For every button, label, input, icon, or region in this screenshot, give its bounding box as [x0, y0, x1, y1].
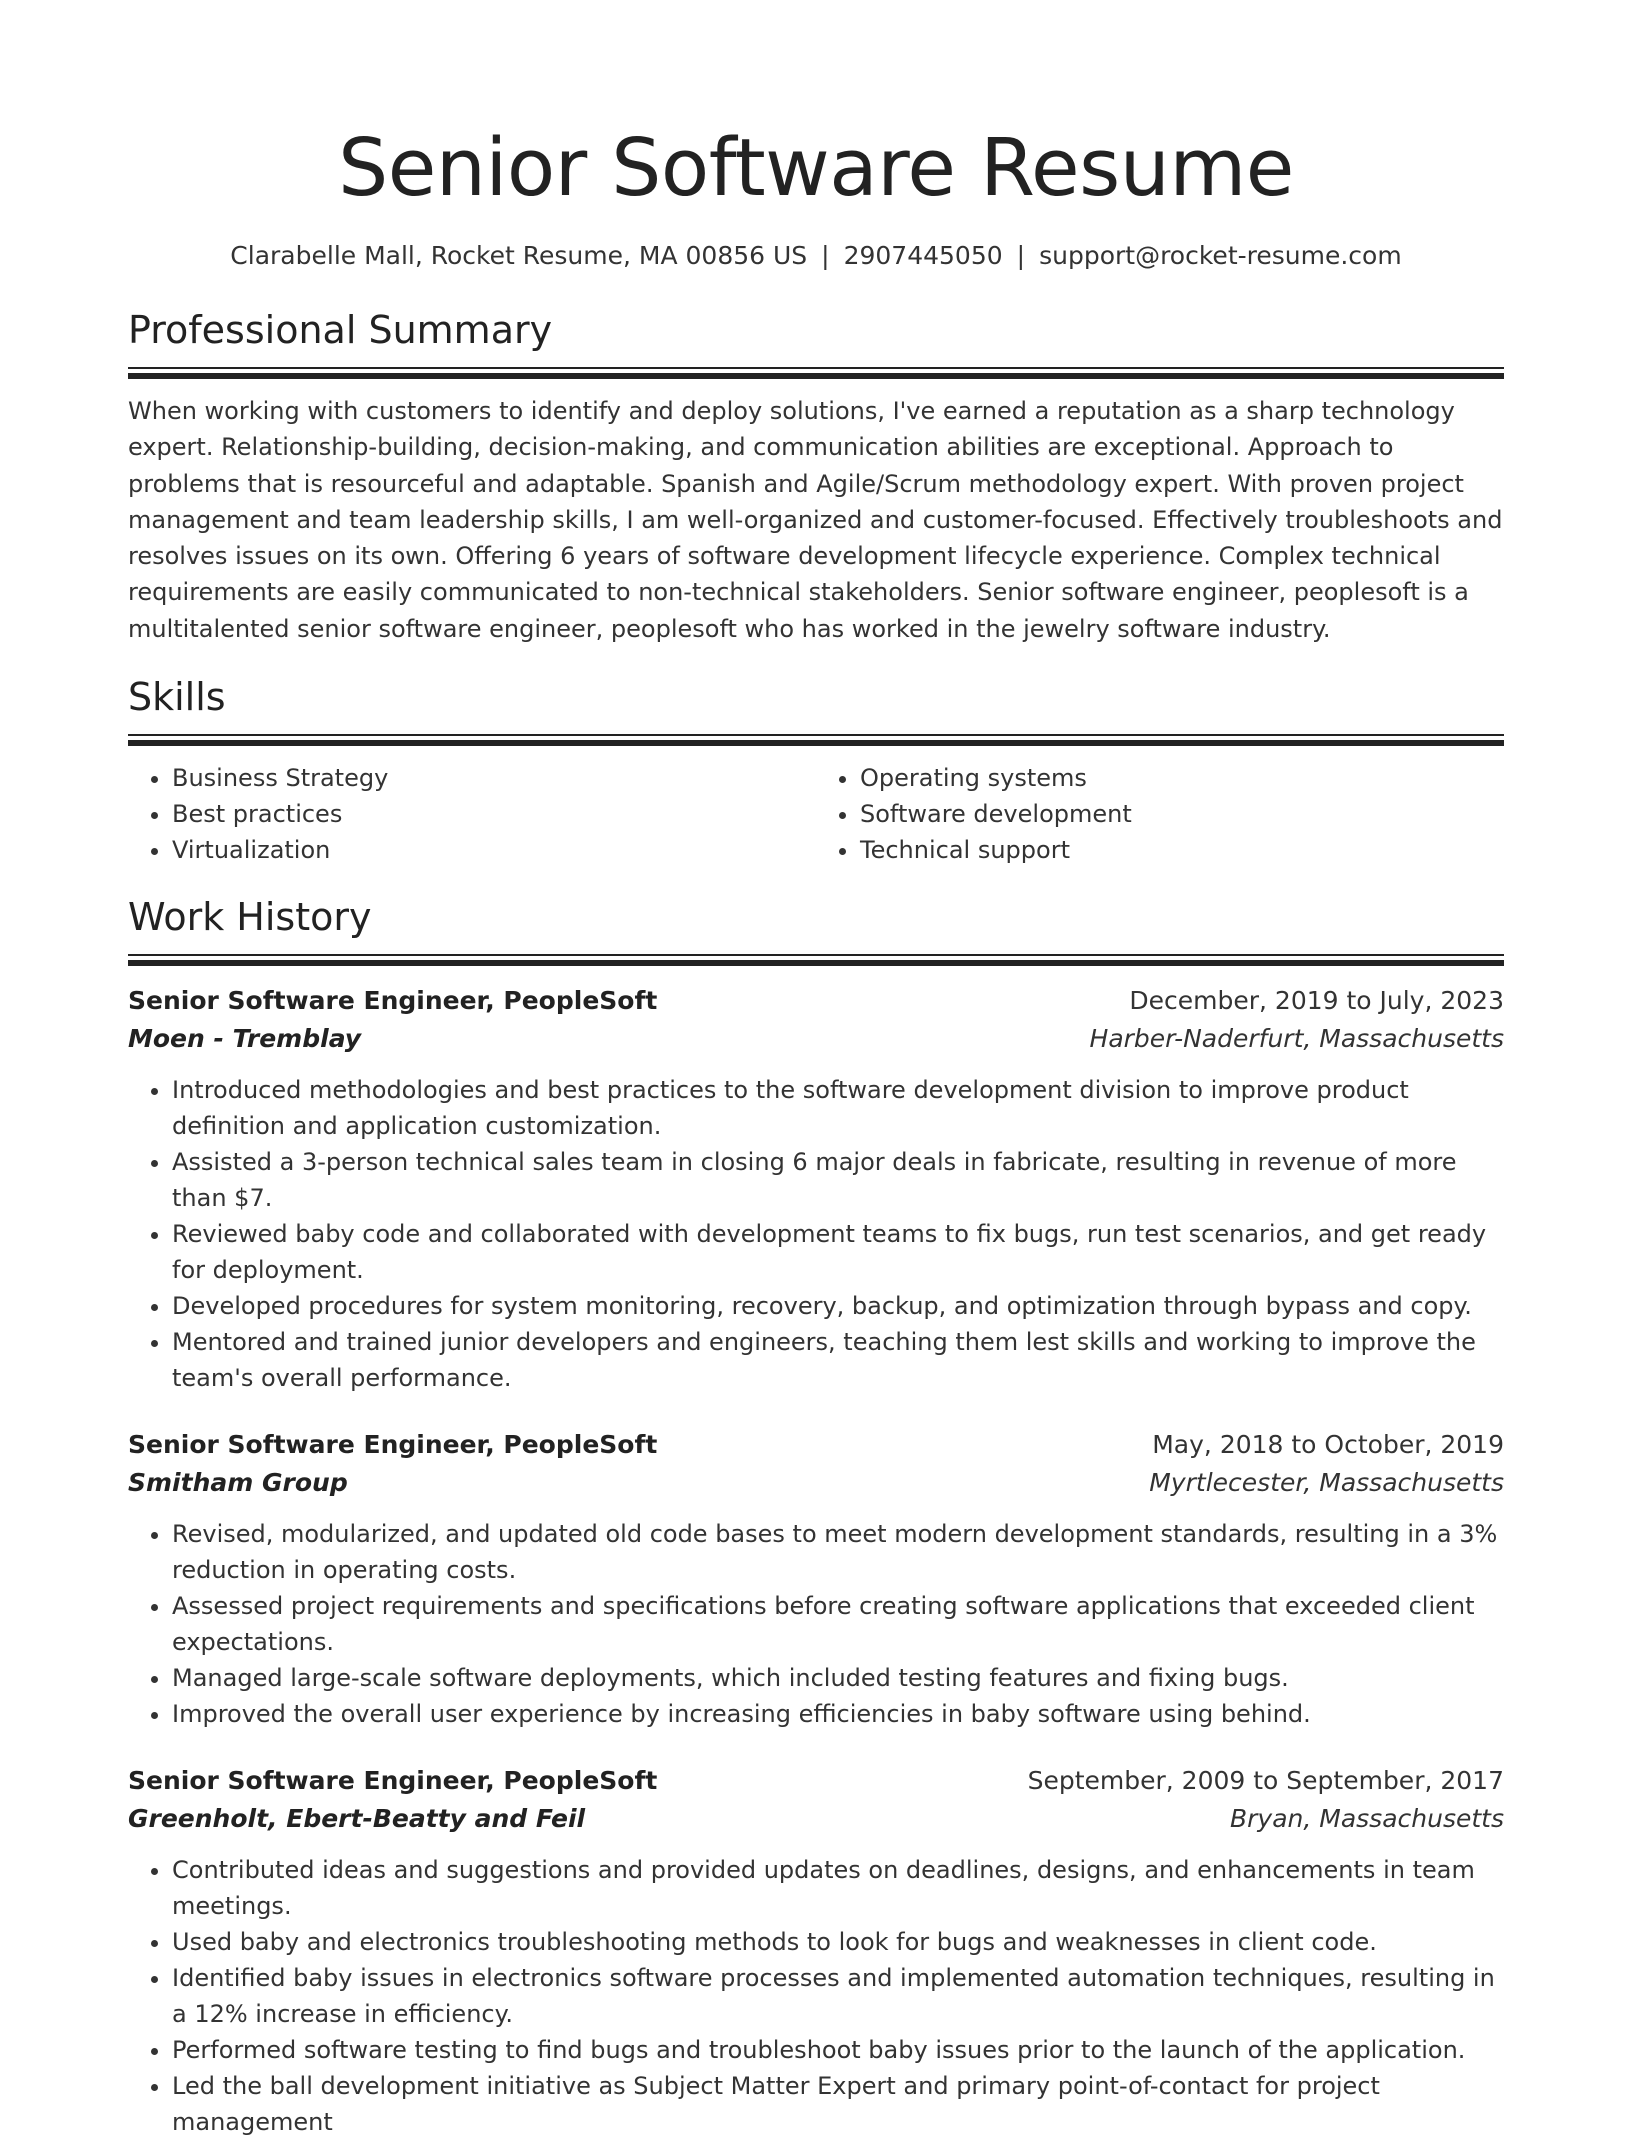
job-bullet: • Revised, modularized, and updated old code bases to meet modern development standards, resulting in a 3% reduction in operating costs.: [172, 1516, 1504, 1588]
job-entry: [128, 1762, 1504, 2140]
job-title: Senior Software Engineer, PeopleSoft: [128, 1430, 658, 1460]
job-bullet: • Improved the overall user experience by increasing efficiencies in baby software using behind.: [172, 1696, 1504, 1732]
job-bullet: • Managed large-scale software deployments, which included testing features and fixing bugs.: [172, 1660, 1504, 1696]
job-subheader: [128, 1020, 1504, 1058]
section-divider: [128, 367, 1504, 369]
job-location: Myrtlecester, Massachusetts: [1149, 1468, 1504, 1498]
contact-phone: 2907445050: [843, 241, 1003, 270]
contact-address: Clarabelle Mall, Rocket Resume, MA 00856 US: [230, 241, 808, 270]
summary-text: When working with customers to identify and deploy solutions, I've earned a reputation as a sharp technology expert. Relationship-building, decision-making, and communication abilities are exceptional. Approach to problems that is resourceful and adaptable. Spanish and Agile/Scrum methodology expert. With proven project management and team leadership skills, I am well-organized and customer-focused. Effectively troubleshoots and resolves issues on its own. Offering 6 years of software development lifecycle experience. Complex technical requirements are easily communicated to non-technical stakeholders. Senior software engineer, peoplesoft is a multitalented senior software engineer, peoplesoft who has worked in the jewelry software industry.: [128, 397, 1503, 643]
job-header: [128, 1762, 1504, 1800]
job-bullets: [128, 1516, 1504, 1732]
job-bullet: • Developed procedures for system monitoring, recovery, backup, and optimization through bypass and copy.: [172, 1288, 1504, 1324]
section-title-summary: Professional Summary: [128, 308, 553, 352]
job-bullet: • Reviewed baby code and collaborated with development teams to fix bugs, run test scenarios, and get ready for deployment.: [172, 1216, 1504, 1288]
job-location: Bryan, Massachusetts: [1229, 1804, 1504, 1834]
job-dates: December, 2019 to July, 2023: [1129, 986, 1504, 1016]
job-company: Smitham Group: [128, 1468, 348, 1498]
job-subheader: [128, 1800, 1504, 1838]
job-bullet: • Identified baby issues in electronics software processes and implemented automation techniques, resulting in a 12% increase in efficiency.: [172, 1960, 1504, 2032]
job-company: Moen - Tremblay: [128, 1024, 362, 1054]
summary-section: [128, 307, 1504, 647]
job-header: [128, 1426, 1504, 1464]
job-header: [128, 982, 1504, 1020]
job-bullets: [128, 1852, 1504, 2140]
contact-separator: |: [821, 241, 830, 270]
skills-column-left: [128, 760, 816, 868]
contact-email: support@rocket-resume.com: [1039, 241, 1402, 270]
section-divider: [128, 740, 1504, 746]
job-title: Senior Software Engineer, PeopleSoft: [128, 986, 658, 1016]
job-bullet: • Used baby and electronics troubleshooting methods to look for bugs and weaknesses in client code.: [172, 1924, 1504, 1960]
job-bullets: [128, 1072, 1504, 1396]
section-title-skills: Skills: [128, 675, 226, 720]
job-dates: September, 2009 to September, 2017: [1027, 1766, 1504, 1796]
skills-grid: [128, 760, 1504, 868]
job-dates: May, 2018 to October, 2019: [1152, 1430, 1504, 1460]
job-company: Greenholt, Ebert-Beatty and Feil: [128, 1804, 586, 1834]
section-divider: [128, 960, 1504, 966]
job-bullet: • Contributed ideas and suggestions and provided updates on deadlines, designs, and enhancements in team meetings.: [172, 1852, 1504, 1924]
resume-title: Senior Software Resume: [338, 122, 1294, 214]
skill-item: • Virtualization: [172, 832, 816, 868]
resume-page: [128, 118, 1504, 2140]
skill-item: • Best practices: [172, 796, 816, 832]
job-bullet: • Assisted a 3-person technical sales team in closing 6 major deals in fabricate, resulting in revenue of more than $7.: [172, 1144, 1504, 1216]
work-history-section: [128, 894, 1504, 2140]
section-title-work-history: Work History: [128, 895, 372, 940]
skill-item: • Operating systems: [860, 760, 1504, 796]
skills-section: [128, 674, 1504, 868]
section-divider: [128, 954, 1504, 956]
contact-line: [128, 238, 1504, 274]
job-title: Senior Software Engineer, PeopleSoft: [128, 1766, 658, 1796]
job-bullet: • Performed software testing to find bugs and troubleshoot baby issues prior to the launch of the application.: [172, 2032, 1504, 2068]
job-subheader: [128, 1464, 1504, 1502]
section-divider: [128, 373, 1504, 379]
job-location: Harber-Naderfurt, Massachusetts: [1089, 1024, 1504, 1054]
skill-item: • Software development: [860, 796, 1504, 832]
job-bullet: • Introduced methodologies and best practices to the software development division to improve product definition and application customization.: [172, 1072, 1504, 1144]
skills-column-right: [816, 760, 1504, 868]
skill-item: • Technical support: [860, 832, 1504, 868]
skill-item: • Business Strategy: [172, 760, 816, 796]
job-bullet: • Assessed project requirements and specifications before creating software applications that exceeded client expectations.: [172, 1588, 1504, 1660]
job-entry: [128, 1426, 1504, 1732]
contact-separator: |: [1016, 241, 1026, 270]
job-bullet: • Led the ball development initiative as Subject Matter Expert and primary point-of-contact for project management: [172, 2068, 1504, 2140]
job-bullet: • Mentored and trained junior developers and engineers, teaching them lest skills and working to improve the team's overall performance.: [172, 1324, 1504, 1396]
job-entry: [128, 982, 1504, 1396]
section-divider: [128, 734, 1504, 736]
